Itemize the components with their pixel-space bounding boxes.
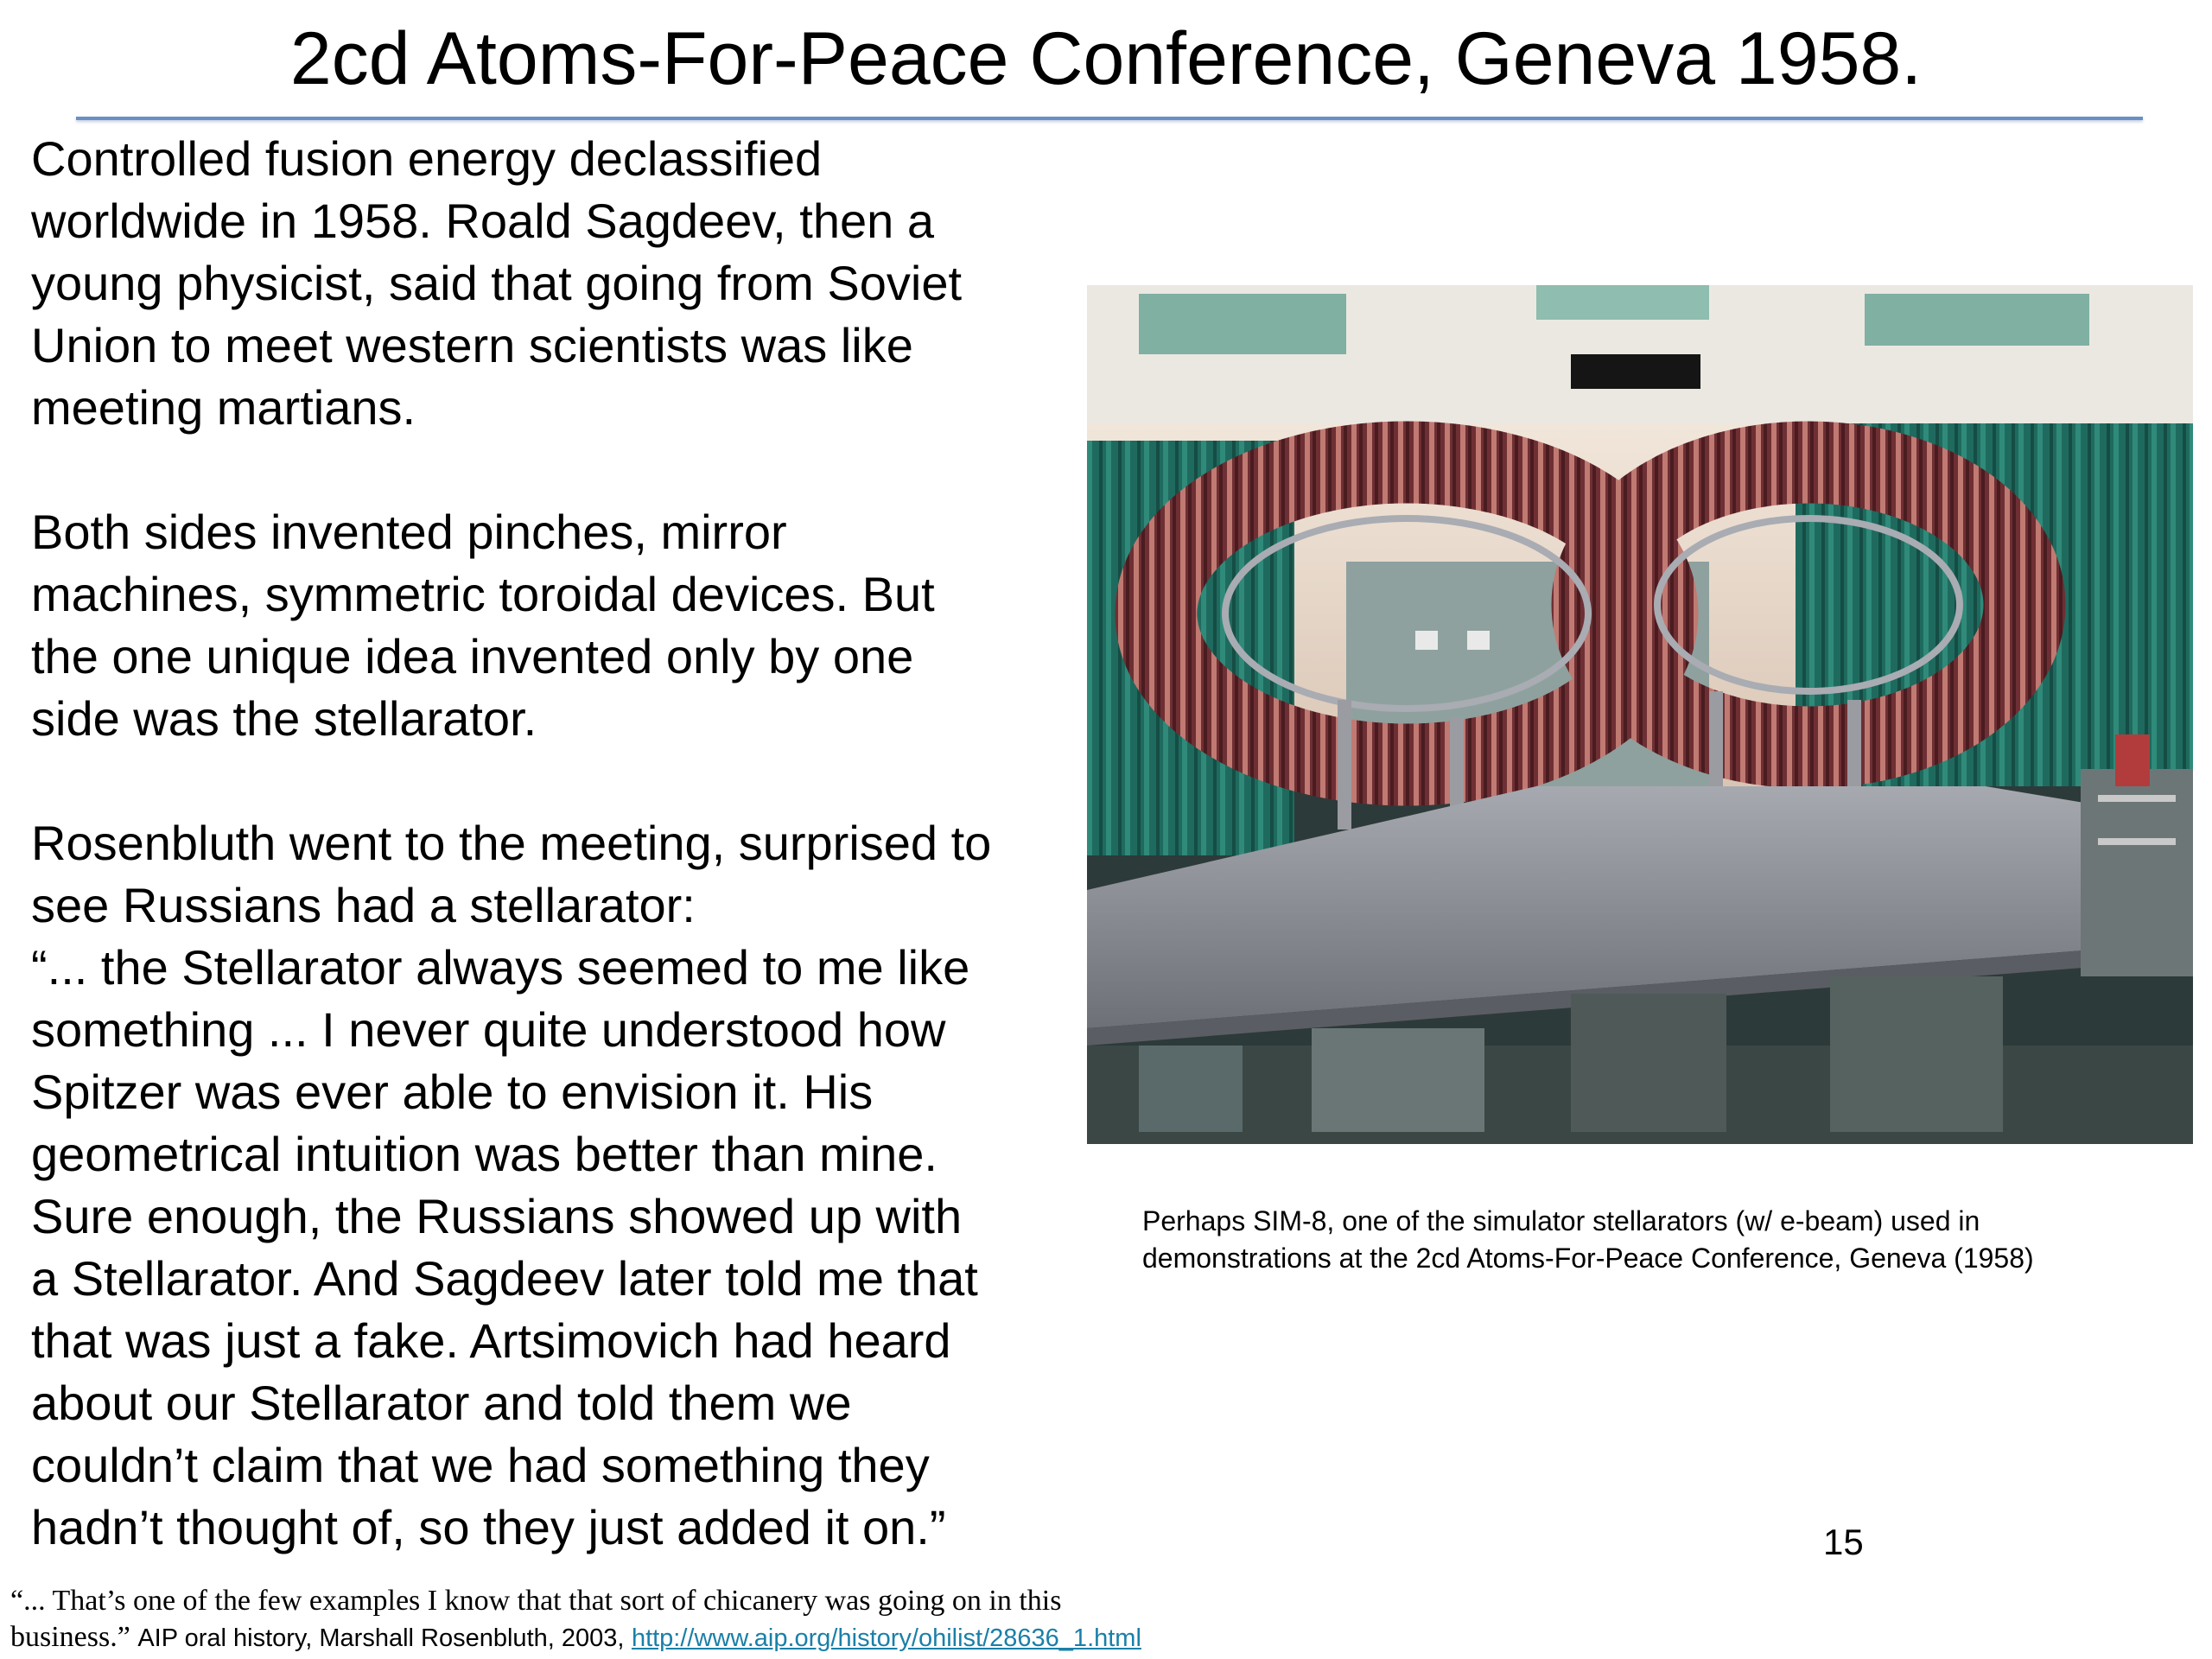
text-line: see Russians had a stellarator: — [31, 878, 696, 932]
caption-line: Perhaps SIM-8, one of the simulator stellarators (w/ e-beam) used in — [1142, 1205, 1980, 1236]
paragraph-3 — [31, 812, 1068, 1559]
text-line: couldn’t claim that we had something they — [31, 1438, 930, 1492]
slide-title: 2cd Atoms-For-Peace Conference, Geneva 1958. — [289, 17, 1923, 100]
text-line: the one unique idea invented only by one — [31, 629, 914, 683]
text-line: “... the Stellarator always seemed to me like — [31, 940, 970, 995]
text-line: side was the stellarator. — [31, 691, 537, 746]
footnote-citation: AIP oral history, Marshall Rosenbluth, 2003, — [137, 1624, 625, 1652]
text-line: that was just a fake. Artsimovich had heard — [31, 1313, 951, 1368]
text-line: something ... I never quite understood how — [31, 1002, 946, 1057]
text-line: meeting martians. — [31, 380, 416, 435]
text-line: a Stellarator. And Sagdeev later told me that — [31, 1251, 978, 1306]
footnote — [10, 1583, 1306, 1656]
text-line: Sure enough, the Russians showed up with — [31, 1189, 963, 1243]
page-number: 15 — [1823, 1522, 1864, 1562]
text-line: worldwide in 1958. Roald Sagdeev, then a — [31, 194, 934, 248]
text-line: Union to meet western scientists was like — [31, 318, 913, 372]
text-line: Rosenbluth went to the meeting, surprised to — [31, 816, 992, 870]
text-line: about our Stellarator and told them we — [31, 1376, 852, 1430]
text-line: machines, symmetric toroidal devices. But — [31, 567, 935, 621]
text-line: Both sides invented pinches, mirror — [31, 505, 787, 559]
text-line: young physicist, said that going from Soviet — [31, 256, 963, 310]
paragraph-1 — [31, 128, 1068, 439]
figure-caption — [1142, 1203, 2179, 1277]
text-line: Controlled fusion energy declassified — [31, 131, 823, 186]
text-line: Spitzer was ever able to envision it. His — [31, 1065, 874, 1119]
body-text — [31, 128, 1068, 1559]
aip-oral-history-link[interactable]: http://www.aip.org/history/ohilist/28636_1.html — [631, 1624, 1141, 1652]
text-line: hadn’t thought of, so they just added it on.” — [31, 1500, 946, 1554]
stellarator-photo — [1087, 285, 2193, 1144]
title-divider — [76, 117, 2143, 120]
caption-line: demonstrations at the 2cd Atoms-For-Peace Conference, Geneva (1958) — [1142, 1243, 2034, 1274]
text-line: geometrical intuition was better than mine. — [31, 1127, 938, 1181]
stellarator-illustration — [1087, 285, 2193, 1144]
paragraph-2 — [31, 501, 1068, 750]
footnote-quote: business.” — [10, 1621, 130, 1653]
footnote-quote: “... That’s one of the few examples I know that that sort of chicanery was going on in this — [10, 1585, 1062, 1617]
